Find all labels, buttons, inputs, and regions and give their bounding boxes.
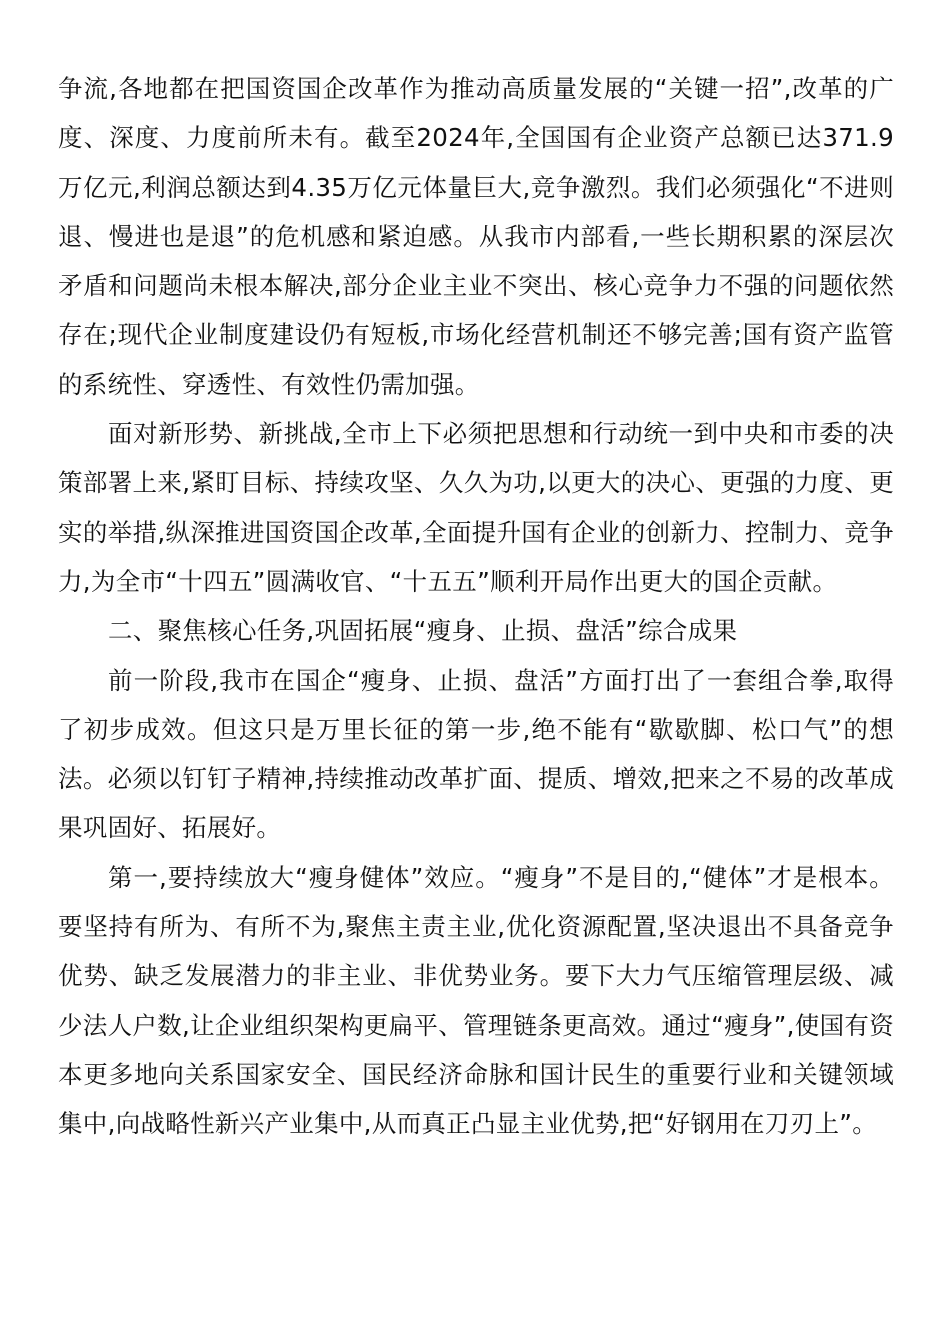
document-page: [58, 64, 894, 1149]
paragraph-continuation: 争流,各地都在把国资国企改革作为推动高质量发展的“关键一招”,改革的广度、深度、力度前所未有。截至2024年,全国国有企业资产总额已达371.9万亿元,利润总额达到4.35万亿元体量巨大,竞争激烈。我们必须强化“不进则退、慢进也是退”的危机感和紧迫感。从我市内部看,一些长期积累的深层次矛盾和问题尚未根本解决,部分企业主业不突出、核心竞争力不强的问题依然存在;现代企业制度建设仍有短板,市场化经营机制还不够完善;国有资产监管的系统性、穿透性、有效性仍需加强。: [58, 74, 894, 399]
section-heading-2: 二、聚焦核心任务,巩固拓展“瘦身、止损、盘活”综合成果: [108, 616, 738, 646]
paragraph-previous-stage: 前一阶段,我市在国企“瘦身、止损、盘活”方面打出了一套组合拳,取得了初步成效。但这只是万里长征的第一步,绝不能有“歇歇脚、松口气”的想法。必须以钉钉子精神,持续推动改革扩面、提质、增效,把来之不易的改革成果巩固好、拓展好。: [58, 665, 894, 843]
paragraph-first-point: 第一,要持续放大“瘦身健体”效应。“瘦身”不是目的,“健体”才是根本。要坚持有所为、有所不为,聚焦主责主业,优化资源配置,坚决退出不具备竞争优势、缺乏发展潜力的非主业、非优势业务。要下大力气压缩管理层级、减少法人户数,让企业组织架构更扁平、管理链条更高效。通过“瘦身”,使国有资本更多地向关系国家安全、国民经济命脉和国计民生的重要行业和关键领域集中,向战略性新兴产业集中,从而真正凸显主业优势,把“好钢用在刀刃上”。: [58, 862, 894, 1139]
paragraph-new-situation: 面对新形势、新挑战,全市上下必须把思想和行动统一到中央和市委的决策部署上来,紧盯目标、持续攻坚、久久为功,以更大的决心、更强的力度、更实的举措,纵深推进国资国企改革,全面提升国有企业的创新力、控制力、竞争力,为全市“十四五”圆满收官、“十五五”顺利开局作出更大的国企贡献。: [58, 419, 894, 596]
